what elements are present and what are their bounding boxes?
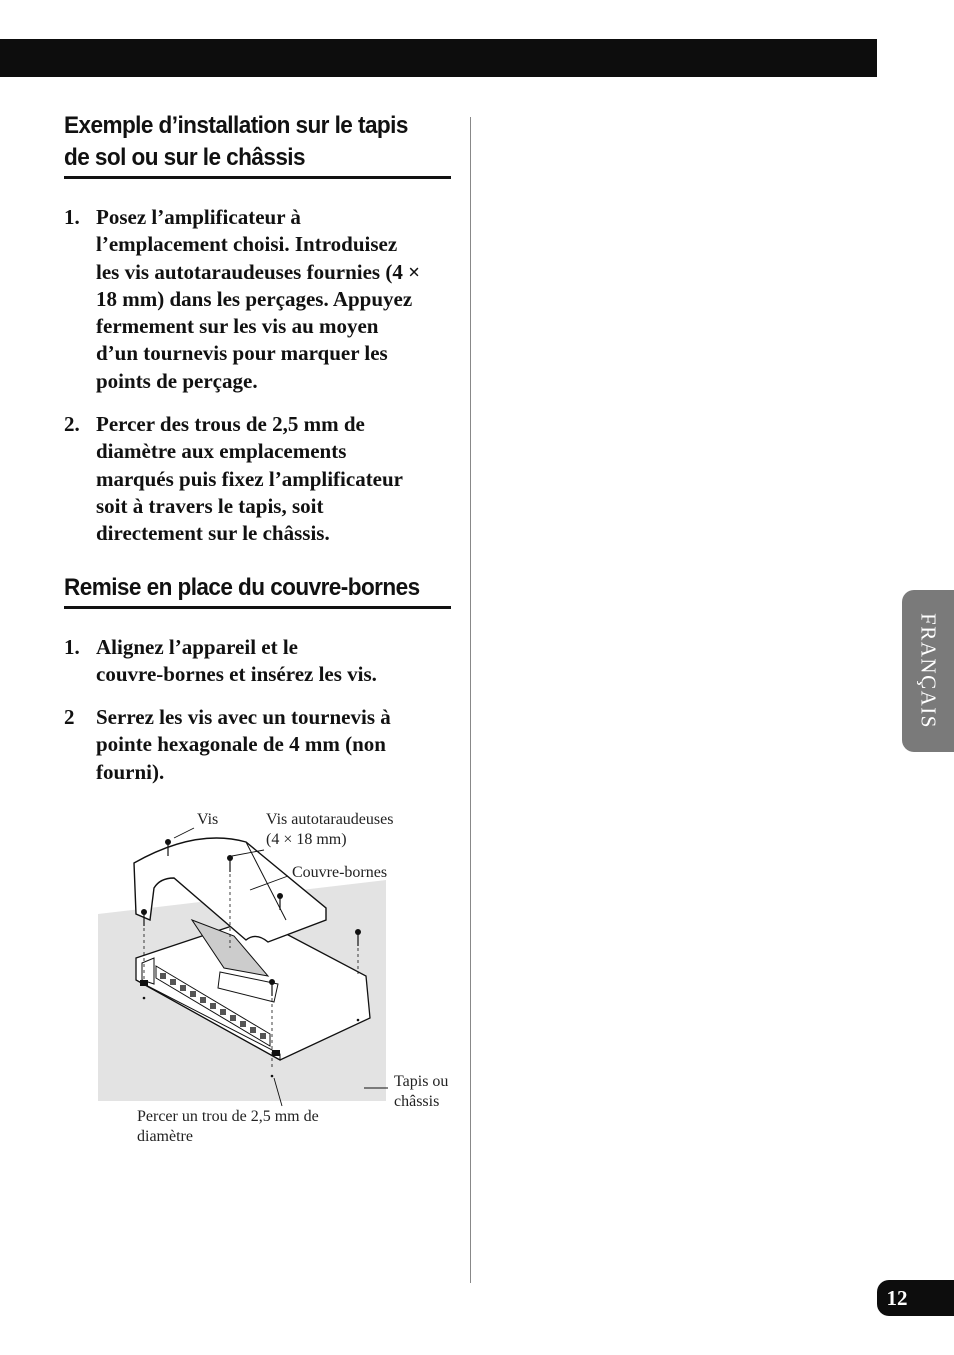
step-line: diamètre aux emplacements <box>96 439 347 464</box>
step-1-install <box>64 204 454 395</box>
step-line: fourni). <box>96 759 165 784</box>
label-tapis-chassis <box>394 1072 448 1112</box>
step-text <box>96 634 454 689</box>
step-line: couvre-bornes et insérez les vis. <box>96 662 377 687</box>
installation-figure <box>96 808 466 1153</box>
step-text <box>96 204 454 395</box>
label-vis-autotaraudeuses <box>266 810 393 850</box>
step-line: l’emplacement choisi. Introduisez <box>96 232 398 257</box>
language-tab <box>902 590 954 752</box>
section-title-line: de sol ou sur le châssis <box>64 144 305 171</box>
section-title-line: Remise en place du couvre-bornes <box>64 574 420 601</box>
header-bar <box>0 39 877 77</box>
step-line: Posez l’amplificateur à <box>96 205 301 229</box>
step-1-cover <box>64 634 454 689</box>
step-2-install <box>64 411 454 547</box>
language-label: FRANÇAIS <box>916 613 941 729</box>
step-line: directement sur le châssis. <box>96 521 330 546</box>
column-divider <box>470 117 471 1283</box>
label-line: Vis autotaraudeuses <box>266 811 394 828</box>
label-couvre-bornes: Couvre-bornes <box>292 864 388 881</box>
step-line: d’un tournevis pour marquer les <box>96 341 388 366</box>
label-vis: Vis <box>197 811 219 828</box>
step-text <box>96 411 454 547</box>
step-line: Serrez les vis avec un tournevis à <box>96 705 391 729</box>
page-number: 12 <box>886 1286 908 1310</box>
step-line: les vis autotaraudeuses fournies (4 × <box>96 259 421 284</box>
step-number: 2 <box>64 705 75 729</box>
step-number: 2. <box>64 412 80 436</box>
step-number: 1. <box>64 205 80 229</box>
step-2-cover <box>64 704 454 786</box>
label-line: Percer un trou de 2,5 mm de <box>137 1108 319 1125</box>
section-title-line: Exemple d’installation sur le tapis <box>64 112 408 139</box>
page-number-tab <box>877 1280 954 1316</box>
step-line: fermement sur les vis au moyen <box>96 314 379 339</box>
label-percer-trou <box>137 1107 319 1147</box>
section-title-installation <box>64 110 427 174</box>
step-line: Alignez l’appareil et le <box>96 635 298 659</box>
label-line: châssis <box>394 1093 440 1110</box>
step-line: Percer des trous de 2,5 mm de <box>96 412 365 436</box>
section-title-cover <box>64 572 427 604</box>
step-line: pointe hexagonale de 4 mm (non <box>96 732 386 757</box>
step-text <box>96 704 454 786</box>
step-line: 18 mm) dans les perçages. Appuyez <box>96 286 413 311</box>
step-number: 1. <box>64 635 80 659</box>
label-line: Tapis ou <box>394 1073 449 1090</box>
section-rule <box>64 606 451 609</box>
section-rule <box>64 176 451 179</box>
step-line: marqués puis fixez l’amplificateur <box>96 466 404 491</box>
step-line: points de perçage. <box>96 368 258 393</box>
step-line: soit à travers le tapis, soit <box>96 493 324 518</box>
label-line: (4 × 18 mm) <box>266 831 347 848</box>
label-line: diamètre <box>137 1128 193 1145</box>
